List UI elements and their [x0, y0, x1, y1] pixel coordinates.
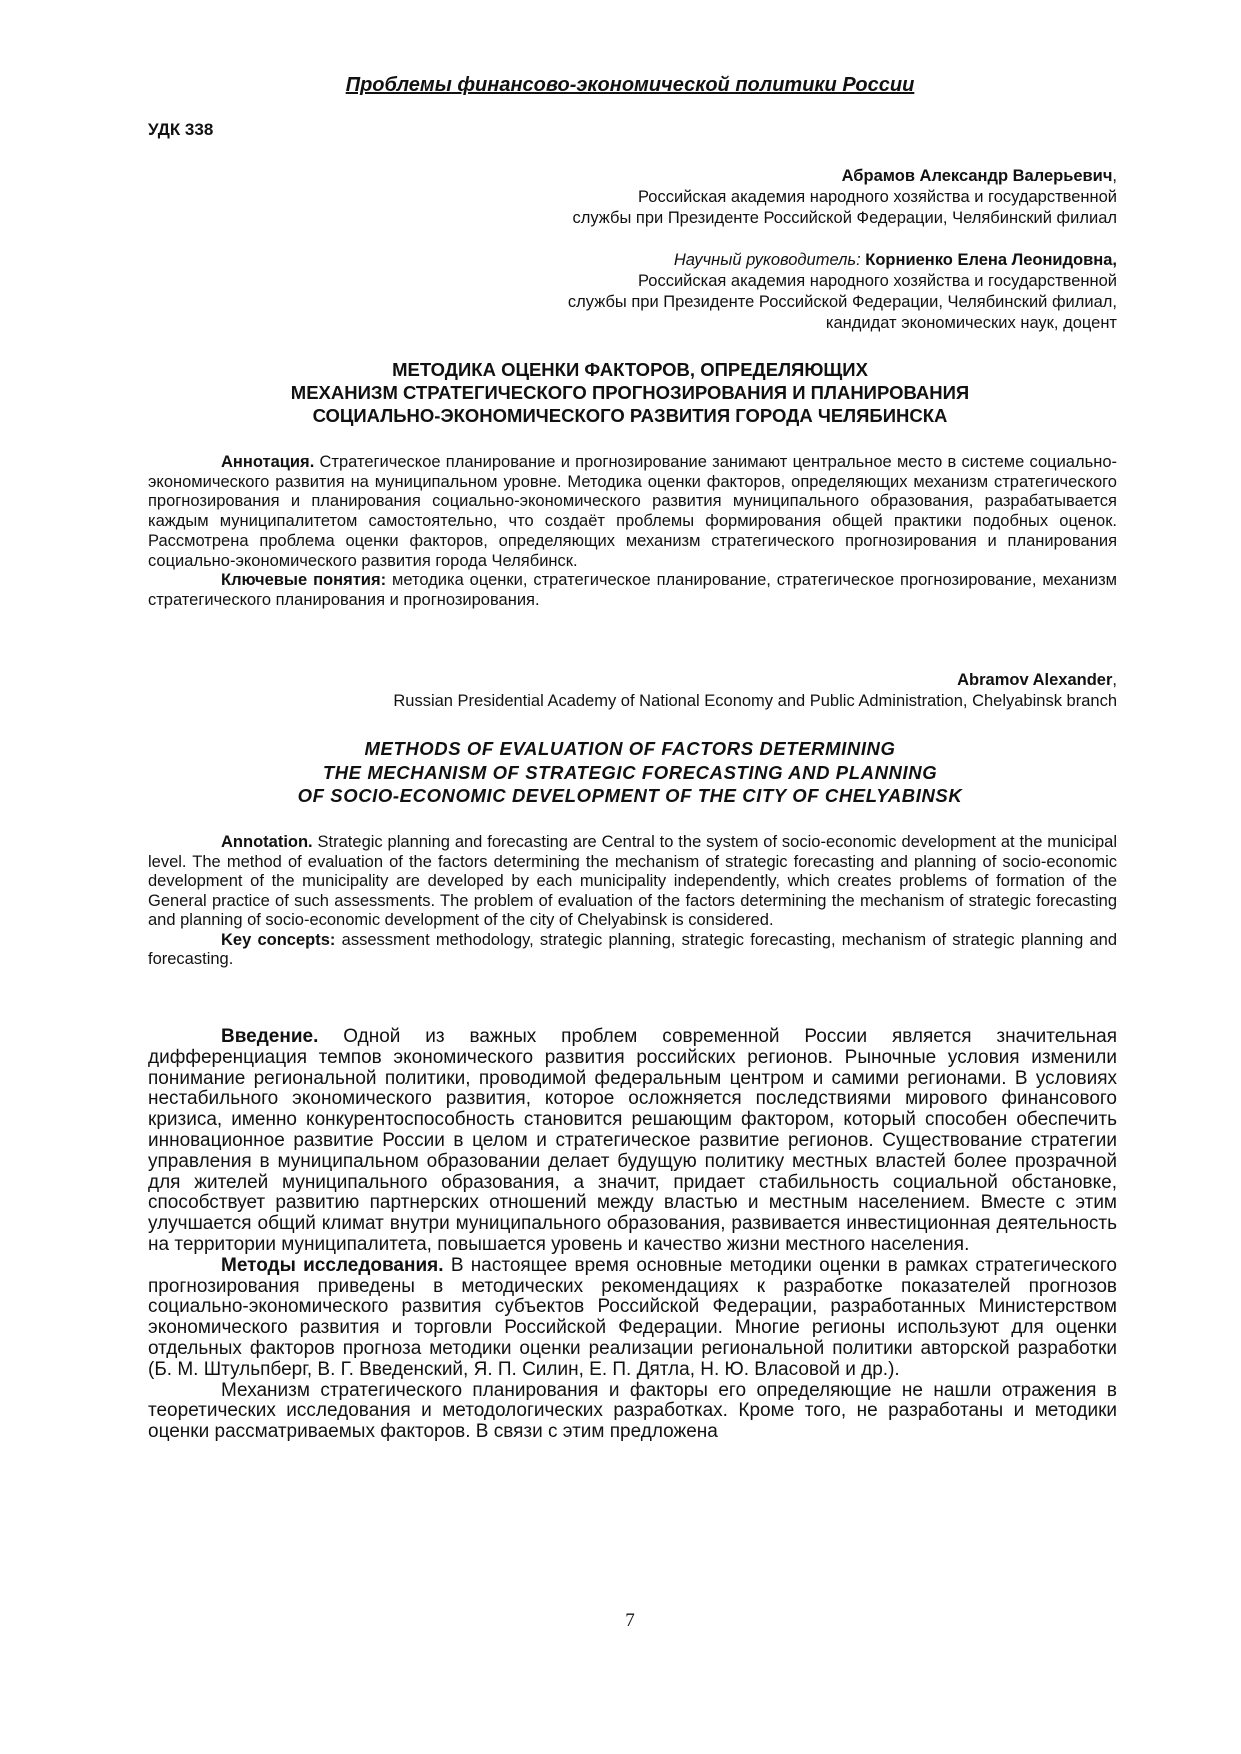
abstract-ru: [148, 453, 1117, 611]
supervisor-block-ru: [568, 250, 1117, 334]
keywords-ru-text: методика оценки, стратегическое планирование, стратегическое прогнозирование, механизм стратегического планирования и прогнозирования.: [148, 571, 1117, 609]
author-affiliation-line1: Российская академия народного хозяйства и государственной: [637, 188, 1117, 206]
abstract-ru-label: Аннотация.: [221, 453, 315, 471]
title-en-line2: THE MECHANISM OF STRATEGIC FORECASTING AND PLANNING: [322, 761, 938, 783]
intro-text: Одной из важных проблем современной России является значительная дифференциация темпов экономического развития российских регионов. Рыночные условия изменили понимание региональной политики, проводимой федеральным центром и самими регионами. В условиях нестабильного экономического развития, которое осложняется последствиями мирового финансового кризиса, именно конкурентоспособность становится решающим фактором, который способен обеспечить инновационное развитие России в целом и стратегическое развитие регионов. Существование стратегии управления в муниципальном образовании делает будущую политику местных властей более прозрачной для жителей муниципального образования, а значит, придает стабильность социальной обстановке, способствует развитию партнерских отношений между властью и местным населением. Вместе с этим улучшается общий климат внутри муниципального образования, развивается инвестиционная деятельность на территории муниципалитета, повышается уровень и качество жизни местного населения.: [148, 1026, 1117, 1255]
author-block-ru: Абрамов Александр Валерьевич, Российская академия народного хозяйства и государственной службы при Президенте Российской Федерации, Челябинский филиал: [572, 167, 1117, 227]
author-affiliation-line2: службы при Президенте Российской Федерации, Челябинский филиал: [572, 209, 1117, 227]
author-block-en: Abramov Alexander, Russian Presidential Academy of National Economy and Public Administration, Chelyabinsk branch: [393, 671, 1117, 710]
udk-code: УДК 338: [148, 120, 214, 139]
mechanism-text: Механизм стратегического планирования и факторы его определяющие не нашли отражения в теоретических исследования и методологических разработках. Кроме того, не разработаны и методики оценки рассматриваемых факторов. В связи с этим предложена: [148, 1379, 1117, 1443]
methods-label: Методы исследования.: [221, 1254, 444, 1276]
page-number: 7: [625, 1610, 635, 1631]
keywords-ru-label: Ключевые понятия:: [221, 571, 387, 590]
keywords-en-label: Key concepts:: [221, 930, 336, 949]
supervisor-affiliation-line1: Российская академия народного хозяйства и государственной: [637, 272, 1117, 290]
abstract-en-label: Annotation.: [221, 833, 313, 851]
title-en-line3: OF SOCIO-ECONOMIC DEVELOPMENT OF THE CITY OF CHELYABINSK: [297, 785, 963, 806]
title-ru-line1: МЕТОДИКА ОЦЕНКИ ФАКТОРОВ, ОПРЕДЕЛЯЮЩИХ: [392, 359, 868, 380]
methods-text: В настоящее время основные методики оценки в рамках стратегического прогнозирования приведены в методических рекомендациях к разработке показателей прогнозов социально-экономического развития субъектов Российской Федерации, разработанных Министерством экономического развития и торговли Российской Федерации. Многие регионы используют для оценки отдельных факторов прогноза методики оценки реализации региональной политики авторской разработки (Б. М. Штульпберг, В. Г. Введенский, Я. П. Силин, Е. П. Дятла, Н. Ю. Власовой и др.).: [148, 1254, 1117, 1380]
title-en-line1: METHODS OF EVALUATION OF FACTORS DETERMINING: [364, 738, 896, 759]
abstract-en: [148, 833, 1117, 970]
article-title-ru: [0, 358, 1241, 427]
abstract-ru-text: Стратегическое планирование и прогнозирование занимают центральное место в системе социально-экономического развития на муниципальном уровне. Методика оценки факторов, определяющих механизм стратегического прогнозирования и планирования социально-экономического развития муниципального образования, разрабатывается каждым муниципалитетом самостоятельно, что создаёт проблемы формирования общей практики подобных оценок. Рассмотрена проблема оценки факторов, определяющих механизм стратегического прогнозирования и планирования социально-экономического развития города Челябинск.: [148, 453, 1117, 570]
author-name-ru: Абрамов Александр Валерьевич: [841, 167, 1113, 185]
supervisor-label: Научный руководитель:: [673, 251, 861, 269]
intro-label: Введение.: [221, 1026, 319, 1047]
title-ru-line3: СОЦИАЛЬНО-ЭКОНОМИЧЕСКОГО РАЗВИТИЯ ГОРОДА ЧЕЛЯБИНСКА: [312, 405, 948, 426]
author-name-en: Abramov Alexander: [957, 671, 1113, 689]
supervisor-degree: кандидат экономических наук, доцент: [825, 314, 1117, 332]
author-affiliation-en: Russian Presidential Academy of National Economy and Public Administration, Chelyabinsk branch: [393, 692, 1117, 710]
article-body: [148, 1027, 1117, 1443]
journal-title: Проблемы финансово-экономической политики России: [345, 74, 915, 96]
title-ru-line2: МЕХАНИЗМ СТРАТЕГИЧЕСКОГО ПРОГНОЗИРОВАНИЯ И ПЛАНИРОВАНИЯ: [290, 382, 970, 403]
supervisor-affiliation-line2: службы при Президенте Российской Федерации, Челябинский филиал,: [567, 293, 1117, 311]
supervisor-name: Корниенко Елена Леонидовна,: [865, 251, 1117, 269]
keywords-en-text: assessment methodology, strategic planning, strategic forecasting, mechanism of strategic planning and forecasting.: [148, 930, 1117, 968]
abstract-en-text: Strategic planning and forecasting are Central to the system of socio-economic development at the municipal level. The method of evaluation of the factors determining the mechanism of strategic forecasting and planning of socio-economic development of the municipality are developed by each municipality independently, which creates problems of formation of the General practice of such assessments. The problem of evaluation of the factors determining the mechanism of strategic forecasting and planning of socio-economic development of the city of Chelyabinsk is considered.: [148, 833, 1117, 929]
article-title-en: [0, 737, 1241, 808]
